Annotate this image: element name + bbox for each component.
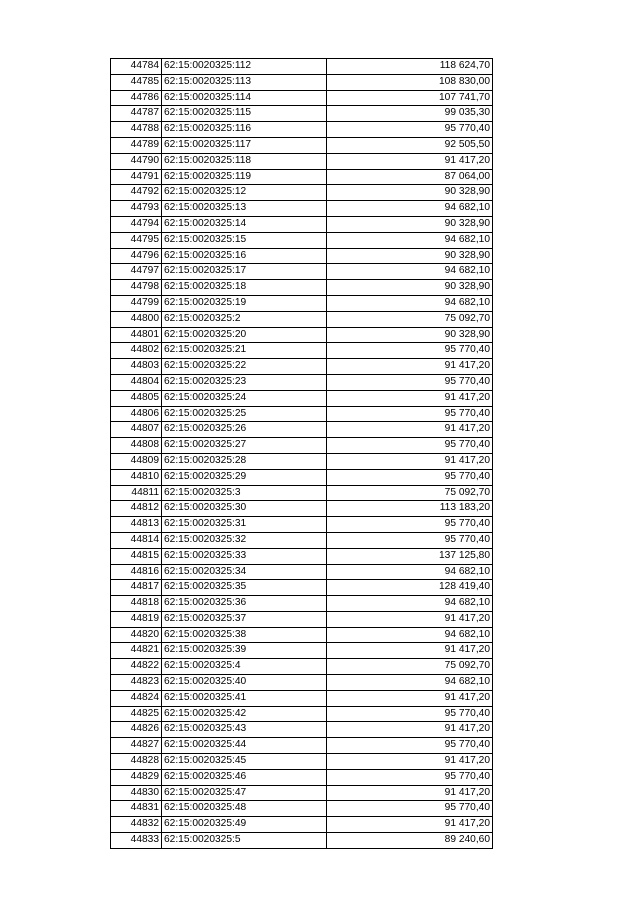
table-row [111, 596, 493, 612]
table-row [111, 706, 493, 722]
table-row [111, 422, 493, 438]
row-number-cell: 44799 [111, 295, 162, 311]
row-number-cell: 44808 [111, 438, 162, 454]
cadastral-value-cell: 94 682,10 [327, 596, 493, 612]
cadastral-value-cell: 92 505,50 [327, 137, 493, 153]
row-number-cell: 44814 [111, 532, 162, 548]
row-number-cell: 44825 [111, 706, 162, 722]
cadastral-number-cell: 62:15:0020325:117 [162, 137, 327, 153]
cadastral-number-cell: 62:15:0020325:14 [162, 216, 327, 232]
cadastral-number-cell: 62:15:0020325:27 [162, 438, 327, 454]
row-number-cell: 44787 [111, 106, 162, 122]
cadastral-value-cell: 94 682,10 [327, 201, 493, 217]
table-row [111, 122, 493, 138]
cadastral-number-cell: 62:15:0020325:31 [162, 517, 327, 533]
row-number-cell: 44785 [111, 74, 162, 90]
row-number-cell: 44812 [111, 501, 162, 517]
row-number-cell: 44794 [111, 216, 162, 232]
cadastral-value-cell: 128 419,40 [327, 580, 493, 596]
table-row [111, 359, 493, 375]
table-row [111, 185, 493, 201]
table-row [111, 690, 493, 706]
cadastral-value-cell: 95 770,40 [327, 122, 493, 138]
row-number-cell: 44790 [111, 153, 162, 169]
cadastral-number-cell: 62:15:0020325:113 [162, 74, 327, 90]
table-row [111, 532, 493, 548]
cadastral-number-cell: 62:15:0020325:34 [162, 564, 327, 580]
cadastral-number-cell: 62:15:0020325:49 [162, 817, 327, 833]
cadastral-number-cell: 62:15:0020325:45 [162, 754, 327, 770]
row-number-cell: 44807 [111, 422, 162, 438]
cadastral-value-cell: 75 092,70 [327, 311, 493, 327]
row-number-cell: 44809 [111, 453, 162, 469]
table-row [111, 137, 493, 153]
cadastral-value-cell: 99 035,30 [327, 106, 493, 122]
cadastral-number-cell: 62:15:0020325:46 [162, 769, 327, 785]
table-row [111, 485, 493, 501]
cadastral-number-cell: 62:15:0020325:42 [162, 706, 327, 722]
cadastral-number-cell: 62:15:0020325:119 [162, 169, 327, 185]
cadastral-value-cell: 137 125,80 [327, 548, 493, 564]
cadastral-value-table [110, 58, 493, 849]
cadastral-number-cell: 62:15:0020325:20 [162, 327, 327, 343]
table-row [111, 564, 493, 580]
cadastral-value-cell: 95 770,40 [327, 532, 493, 548]
table-row [111, 390, 493, 406]
cadastral-number-cell: 62:15:0020325:5 [162, 833, 327, 849]
cadastral-value-cell: 95 770,40 [327, 469, 493, 485]
table-row [111, 817, 493, 833]
cadastral-value-cell: 91 417,20 [327, 153, 493, 169]
row-number-cell: 44822 [111, 659, 162, 675]
row-number-cell: 44786 [111, 90, 162, 106]
row-number-cell: 44815 [111, 548, 162, 564]
cadastral-number-cell: 62:15:0020325:38 [162, 627, 327, 643]
table-row [111, 264, 493, 280]
cadastral-number-cell: 62:15:0020325:18 [162, 280, 327, 296]
row-number-cell: 44833 [111, 833, 162, 849]
cadastral-value-cell: 91 417,20 [327, 754, 493, 770]
cadastral-number-cell: 62:15:0020325:47 [162, 785, 327, 801]
cadastral-number-cell: 62:15:0020325:12 [162, 185, 327, 201]
cadastral-number-cell: 62:15:0020325:23 [162, 374, 327, 390]
cadastral-value-cell: 107 741,70 [327, 90, 493, 106]
row-number-cell: 44818 [111, 596, 162, 612]
row-number-cell: 44816 [111, 564, 162, 580]
table-row [111, 833, 493, 849]
cadastral-number-cell: 62:15:0020325:40 [162, 675, 327, 691]
cadastral-number-cell: 62:15:0020325:3 [162, 485, 327, 501]
row-number-cell: 44817 [111, 580, 162, 596]
table-row [111, 501, 493, 517]
cadastral-number-cell: 62:15:0020325:29 [162, 469, 327, 485]
cadastral-value-cell: 90 328,90 [327, 216, 493, 232]
row-number-cell: 44795 [111, 232, 162, 248]
cadastral-value-cell: 91 417,20 [327, 785, 493, 801]
table-row [111, 517, 493, 533]
cadastral-value-cell: 91 417,20 [327, 390, 493, 406]
row-number-cell: 44805 [111, 390, 162, 406]
cadastral-number-cell: 62:15:0020325:112 [162, 59, 327, 75]
row-number-cell: 44802 [111, 343, 162, 359]
row-number-cell: 44804 [111, 374, 162, 390]
cadastral-value-cell: 90 328,90 [327, 327, 493, 343]
cadastral-value-cell: 95 770,40 [327, 438, 493, 454]
cadastral-number-cell: 62:15:0020325:36 [162, 596, 327, 612]
cadastral-number-cell: 62:15:0020325:16 [162, 248, 327, 264]
cadastral-value-cell: 75 092,70 [327, 485, 493, 501]
cadastral-value-cell: 87 064,00 [327, 169, 493, 185]
cadastral-value-cell: 90 328,90 [327, 185, 493, 201]
table-row [111, 627, 493, 643]
row-number-cell: 44792 [111, 185, 162, 201]
cadastral-value-cell: 94 682,10 [327, 264, 493, 280]
row-number-cell: 44801 [111, 327, 162, 343]
table-row [111, 722, 493, 738]
row-number-cell: 44829 [111, 769, 162, 785]
cadastral-number-cell: 62:15:0020325:43 [162, 722, 327, 738]
cadastral-number-cell: 62:15:0020325:30 [162, 501, 327, 517]
cadastral-value-cell: 95 770,40 [327, 769, 493, 785]
cadastral-value-cell: 91 417,20 [327, 611, 493, 627]
cadastral-number-cell: 62:15:0020325:35 [162, 580, 327, 596]
table-row [111, 295, 493, 311]
table-row [111, 438, 493, 454]
table-row [111, 659, 493, 675]
cadastral-number-cell: 62:15:0020325:13 [162, 201, 327, 217]
cadastral-value-cell: 89 240,60 [327, 833, 493, 849]
cadastral-value-cell: 95 770,40 [327, 343, 493, 359]
table-row [111, 453, 493, 469]
cadastral-number-cell: 62:15:0020325:28 [162, 453, 327, 469]
cadastral-number-cell: 62:15:0020325:2 [162, 311, 327, 327]
row-number-cell: 44793 [111, 201, 162, 217]
cadastral-value-cell: 90 328,90 [327, 280, 493, 296]
row-number-cell: 44826 [111, 722, 162, 738]
cadastral-number-cell: 62:15:0020325:17 [162, 264, 327, 280]
row-number-cell: 44788 [111, 122, 162, 138]
cadastral-value-cell: 95 770,40 [327, 801, 493, 817]
table-row [111, 801, 493, 817]
cadastral-value-cell: 95 770,40 [327, 406, 493, 422]
table-row [111, 311, 493, 327]
cadastral-number-cell: 62:15:0020325:33 [162, 548, 327, 564]
cadastral-number-cell: 62:15:0020325:19 [162, 295, 327, 311]
row-number-cell: 44803 [111, 359, 162, 375]
table-row [111, 611, 493, 627]
table-row [111, 754, 493, 770]
row-number-cell: 44832 [111, 817, 162, 833]
row-number-cell: 44797 [111, 264, 162, 280]
cadastral-value-cell: 75 092,70 [327, 659, 493, 675]
cadastral-number-cell: 62:15:0020325:115 [162, 106, 327, 122]
table-row [111, 548, 493, 564]
row-number-cell: 44830 [111, 785, 162, 801]
cadastral-value-cell: 95 770,40 [327, 738, 493, 754]
row-number-cell: 44796 [111, 248, 162, 264]
row-number-cell: 44828 [111, 754, 162, 770]
cadastral-number-cell: 62:15:0020325:24 [162, 390, 327, 406]
table-row [111, 232, 493, 248]
row-number-cell: 44784 [111, 59, 162, 75]
row-number-cell: 44819 [111, 611, 162, 627]
cadastral-value-cell: 91 417,20 [327, 817, 493, 833]
cadastral-value-cell: 95 770,40 [327, 374, 493, 390]
table-row [111, 785, 493, 801]
row-number-cell: 44800 [111, 311, 162, 327]
table-row [111, 580, 493, 596]
cadastral-value-cell: 94 682,10 [327, 675, 493, 691]
table-row [111, 248, 493, 264]
cadastral-number-cell: 62:15:0020325:21 [162, 343, 327, 359]
cadastral-number-cell: 62:15:0020325:48 [162, 801, 327, 817]
cadastral-value-cell: 108 830,00 [327, 74, 493, 90]
cadastral-value-cell: 91 417,20 [327, 422, 493, 438]
table-row [111, 153, 493, 169]
table-row [111, 59, 493, 75]
row-number-cell: 44827 [111, 738, 162, 754]
cadastral-value-cell: 94 682,10 [327, 564, 493, 580]
row-number-cell: 44820 [111, 627, 162, 643]
cadastral-number-cell: 62:15:0020325:26 [162, 422, 327, 438]
table-row [111, 169, 493, 185]
table-row [111, 201, 493, 217]
cadastral-number-cell: 62:15:0020325:41 [162, 690, 327, 706]
cadastral-number-cell: 62:15:0020325:44 [162, 738, 327, 754]
table-row [111, 216, 493, 232]
table-row [111, 675, 493, 691]
cadastral-number-cell: 62:15:0020325:114 [162, 90, 327, 106]
table-row [111, 469, 493, 485]
row-number-cell: 44813 [111, 517, 162, 533]
table-row [111, 90, 493, 106]
table-row [111, 738, 493, 754]
table-row [111, 327, 493, 343]
row-number-cell: 44789 [111, 137, 162, 153]
cadastral-number-cell: 62:15:0020325:37 [162, 611, 327, 627]
table-row [111, 280, 493, 296]
cadastral-value-cell: 94 682,10 [327, 627, 493, 643]
table-row [111, 343, 493, 359]
row-number-cell: 44806 [111, 406, 162, 422]
table-row [111, 643, 493, 659]
cadastral-number-cell: 62:15:0020325:15 [162, 232, 327, 248]
cadastral-value-cell: 91 417,20 [327, 453, 493, 469]
table-row [111, 769, 493, 785]
cadastral-number-cell: 62:15:0020325:4 [162, 659, 327, 675]
cadastral-number-cell: 62:15:0020325:39 [162, 643, 327, 659]
row-number-cell: 44811 [111, 485, 162, 501]
cadastral-number-cell: 62:15:0020325:25 [162, 406, 327, 422]
row-number-cell: 44810 [111, 469, 162, 485]
row-number-cell: 44824 [111, 690, 162, 706]
cadastral-value-cell: 113 183,20 [327, 501, 493, 517]
cadastral-value-cell: 91 417,20 [327, 690, 493, 706]
table-row [111, 374, 493, 390]
cadastral-number-cell: 62:15:0020325:32 [162, 532, 327, 548]
table-row [111, 106, 493, 122]
table-body [111, 59, 493, 849]
cadastral-number-cell: 62:15:0020325:22 [162, 359, 327, 375]
cadastral-value-cell: 91 417,20 [327, 722, 493, 738]
row-number-cell: 44821 [111, 643, 162, 659]
cadastral-value-cell: 91 417,20 [327, 643, 493, 659]
cadastral-value-cell: 95 770,40 [327, 706, 493, 722]
cadastral-number-cell: 62:15:0020325:116 [162, 122, 327, 138]
table-row [111, 406, 493, 422]
cadastral-value-cell: 91 417,20 [327, 359, 493, 375]
cadastral-value-cell: 94 682,10 [327, 232, 493, 248]
cadastral-value-cell: 118 624,70 [327, 59, 493, 75]
cadastral-value-cell: 95 770,40 [327, 517, 493, 533]
row-number-cell: 44798 [111, 280, 162, 296]
cadastral-value-cell: 94 682,10 [327, 295, 493, 311]
table-row [111, 74, 493, 90]
row-number-cell: 44791 [111, 169, 162, 185]
row-number-cell: 44831 [111, 801, 162, 817]
cadastral-number-cell: 62:15:0020325:118 [162, 153, 327, 169]
row-number-cell: 44823 [111, 675, 162, 691]
cadastral-value-cell: 90 328,90 [327, 248, 493, 264]
